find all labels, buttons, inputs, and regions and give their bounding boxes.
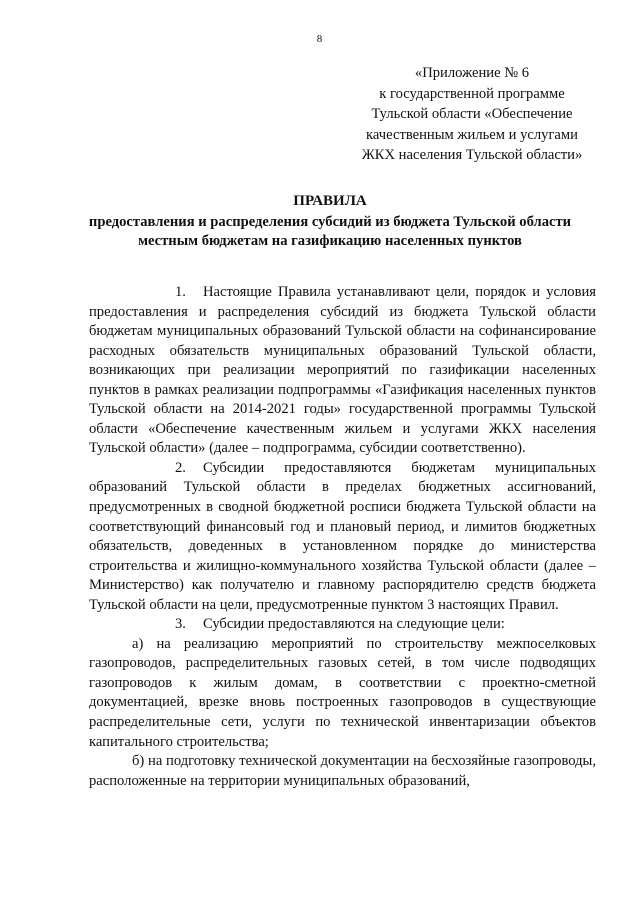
paragraph-3 (89, 615, 596, 635)
paragraph-number: 2. (175, 459, 186, 476)
document-body (89, 283, 596, 791)
page-number: 8 (316, 33, 323, 45)
paragraph-text: Настоящие Правила устанавливают цели, порядок и условия предоставления и распределения субсидий из бюджета Тульской области бюджетам муниципальных образований Тульской области на софинансирование расходных обязательств муниципальных образований Тульской области, возникающих при реализации мероприятий по газификации населенных пунктов в рамках реализации подпрограммы «Газификация населенных пунктов Тульской области на 2014-2021 годы» государственной программы Тульской области «Обеспечение качественным жильем и услугами ЖКХ населения Тульской области» (далее – подпрограмма, субсидии соответственно). (89, 284, 596, 457)
paragraph-1 (89, 283, 596, 459)
document-subtitle-line: предоставления и распределения субсидий из бюджета Тульской области (88, 214, 572, 230)
paragraph-text: Субсидии предоставляются бюджетам муниципальных образований Тульской области в пределах бюджетных ассигнований, предусмотренных в сводной бюджетной росписи бюджета Тульской области на соответствующий финансовый год и плановый период, и лимитов бюджетных обязательств, доведенных в установленном порядке до министерства строительства и жилищно-коммунального хозяйства Тульской области (далее – Министерство) как получателю и главному распорядителю средств бюджета Тульской области на цели, предусмотренные пунктом 3 настоящих Правил. (89, 459, 596, 613)
appendix-line: Тульской области «Обеспечение (371, 106, 573, 122)
appendix-header (352, 63, 592, 166)
paragraph-text: Субсидии предоставляются на следующие цели: (202, 616, 505, 633)
appendix-line: ЖКХ населения Тульской области» (361, 147, 583, 163)
subparagraph-a: а) на реализацию мероприятий по строительству межпоселковых газопроводов, распределительных газовых сетей, в том числе подводящих газопроводов к жилым домам, в соответствии с проектно-сметной документацией, врезке вновь построенных газопроводов в существующие распределительные сети, услуги по технической инвентаризации объектов капитального строительства; (89, 635, 596, 750)
appendix-line: качественным жильем и услугами (366, 126, 578, 143)
appendix-line: «Приложение № 6 (414, 65, 530, 81)
document-subtitle-line: местным бюджетам на газификацию населенных пунктов (138, 233, 522, 249)
subparagraph-b: б) на подготовку технической документации на бесхозяйные газопроводы, расположенные на территории муниципальных образований, (89, 753, 596, 789)
document-heading (60, 192, 600, 251)
paragraph-number: 3. (175, 616, 186, 633)
appendix-line: к государственной программе (379, 85, 565, 102)
paragraph-2 (89, 459, 596, 615)
paragraph-number: 1. (175, 284, 186, 300)
document-title: ПРАВИЛА (293, 193, 367, 209)
